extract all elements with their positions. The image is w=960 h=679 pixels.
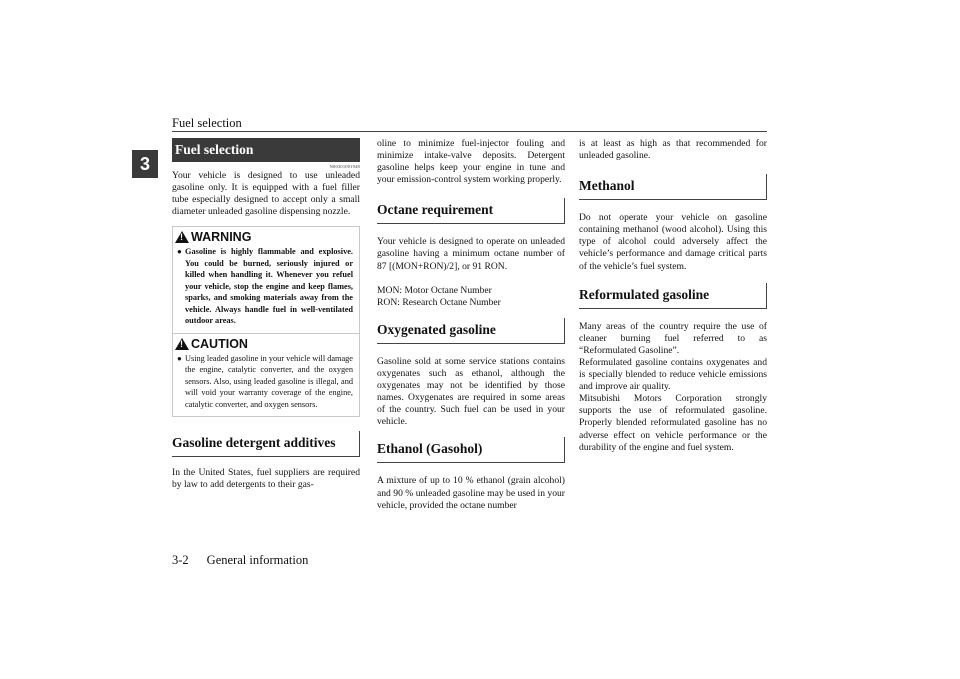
bullet-icon: ● <box>177 353 182 363</box>
detergent-paragraph-continued: oline to minimize fuel-injector fouling and minimize intake-valve deposits. Detergent gasoline helps keep your engine in tune and your emission-control system working properly. <box>377 138 565 186</box>
warning-triangle-icon <box>175 231 189 243</box>
octane-paragraph: Your vehicle is designed to operate on unleaded gasoline having a minimum octane number of 87 [(MON+RON)/2], or 91 RON. <box>377 236 565 272</box>
caution-text: Using leaded gasoline in your vehicle will damage the engine, catalytic converter, and the oxygen sensors. Also, using leaded gasoline is illegal, and will void your warranty coverage of the engine, catalytic converter, and oxygen sensors. <box>185 353 353 409</box>
warning-header <box>173 227 359 246</box>
ron-definition: RON: Research Octane Number <box>377 296 501 308</box>
intro-paragraph: Your vehicle is designed to use unleaded gasoline only. It is equipped with a fuel filler tube especially designed to accept only a small diameter unleaded gasoline dispensing nozzle. <box>172 170 360 218</box>
oxygenated-paragraph: Gasoline sold at some service stations contains oxygenates such as ethanol, although the oxygenates may not be identified by those names. Oxygenates are required in some areas of the country. Such fuel can be used in your vehicle. <box>377 355 565 428</box>
caution-label: CAUTION <box>191 336 248 351</box>
warning-label: WARNING <box>191 230 252 245</box>
column-1 <box>172 138 360 492</box>
mon-definition: MON: Motor Octane Number <box>377 284 492 296</box>
caution-triangle-icon <box>175 338 189 350</box>
warning-text: Gasoline is highly flammable and explosive. You could be burned, seriously injured or killed when handling it. Whenever you refuel your vehicle, stop the engine and keep flames, sparks, and smoking materials away from the vehicle. Always handle fuel in well-ventilated outdoor areas. <box>185 247 353 326</box>
caution-box <box>172 334 360 418</box>
ethanol-paragraph-continued: is at least as high as that recommended for unleaded gasoline. <box>579 138 767 162</box>
section-heading-octane: Octane requirement <box>377 198 565 224</box>
reformulated-paragraph-3: Mitsubishi Motors Corporation strongly supports the use of reformulated gasoline. Properly blended reformulated gasoline has no adverse effect on vehicle performance or the durability of the engine and fuel system. <box>579 393 767 453</box>
bullet-icon: ● <box>177 247 182 257</box>
header-rule <box>172 131 767 132</box>
page-number: 3-2 <box>172 553 189 567</box>
page-footer <box>172 553 308 568</box>
section-heading-fuel-selection: Fuel selection <box>172 138 360 162</box>
ethanol-paragraph: A mixture of up to 10 % ethanol (grain alcohol) and 90 % unleaded gasoline may be used in your vehicle, provided the octane number <box>377 475 565 511</box>
section-heading-detergent: Gasoline detergent additives <box>172 431 360 457</box>
methanol-paragraph: Do not operate your vehicle on gasoline containing methanol (wood alcohol). Using this type of alcohol could adversely affect the vehicle’s performance and damage critical parts of the vehicle’s fuel system. <box>579 212 767 272</box>
running-header: Fuel selection <box>172 116 242 130</box>
chapter-tab: 3 <box>132 150 158 178</box>
reformulated-paragraph-1: Many areas of the country require the use of cleaner burning fuel referred to as “Reformulated Gasoline”. <box>579 320 767 356</box>
column-2 <box>377 138 565 512</box>
reformulated-paragraph-2: Reformulated gasoline contains oxygenates and is specially blended to reduce vehicle emissions and improve air quality. <box>579 356 767 393</box>
reference-code: N00301001948 <box>329 164 360 169</box>
section-heading-ethanol: Ethanol (Gasohol) <box>377 437 565 463</box>
column-3 <box>579 138 767 454</box>
detergent-paragraph: In the United States, fuel suppliers are required by law to add detergents to their gas- <box>172 467 360 491</box>
section-heading-oxygenated: Oxygenated gasoline <box>377 318 565 344</box>
section-heading-reformulated: Reformulated gasoline <box>579 283 767 309</box>
section-heading-methanol: Methanol <box>579 174 767 200</box>
caution-header <box>173 334 359 353</box>
footer-section: General information <box>206 553 309 567</box>
warning-box <box>172 226 360 334</box>
